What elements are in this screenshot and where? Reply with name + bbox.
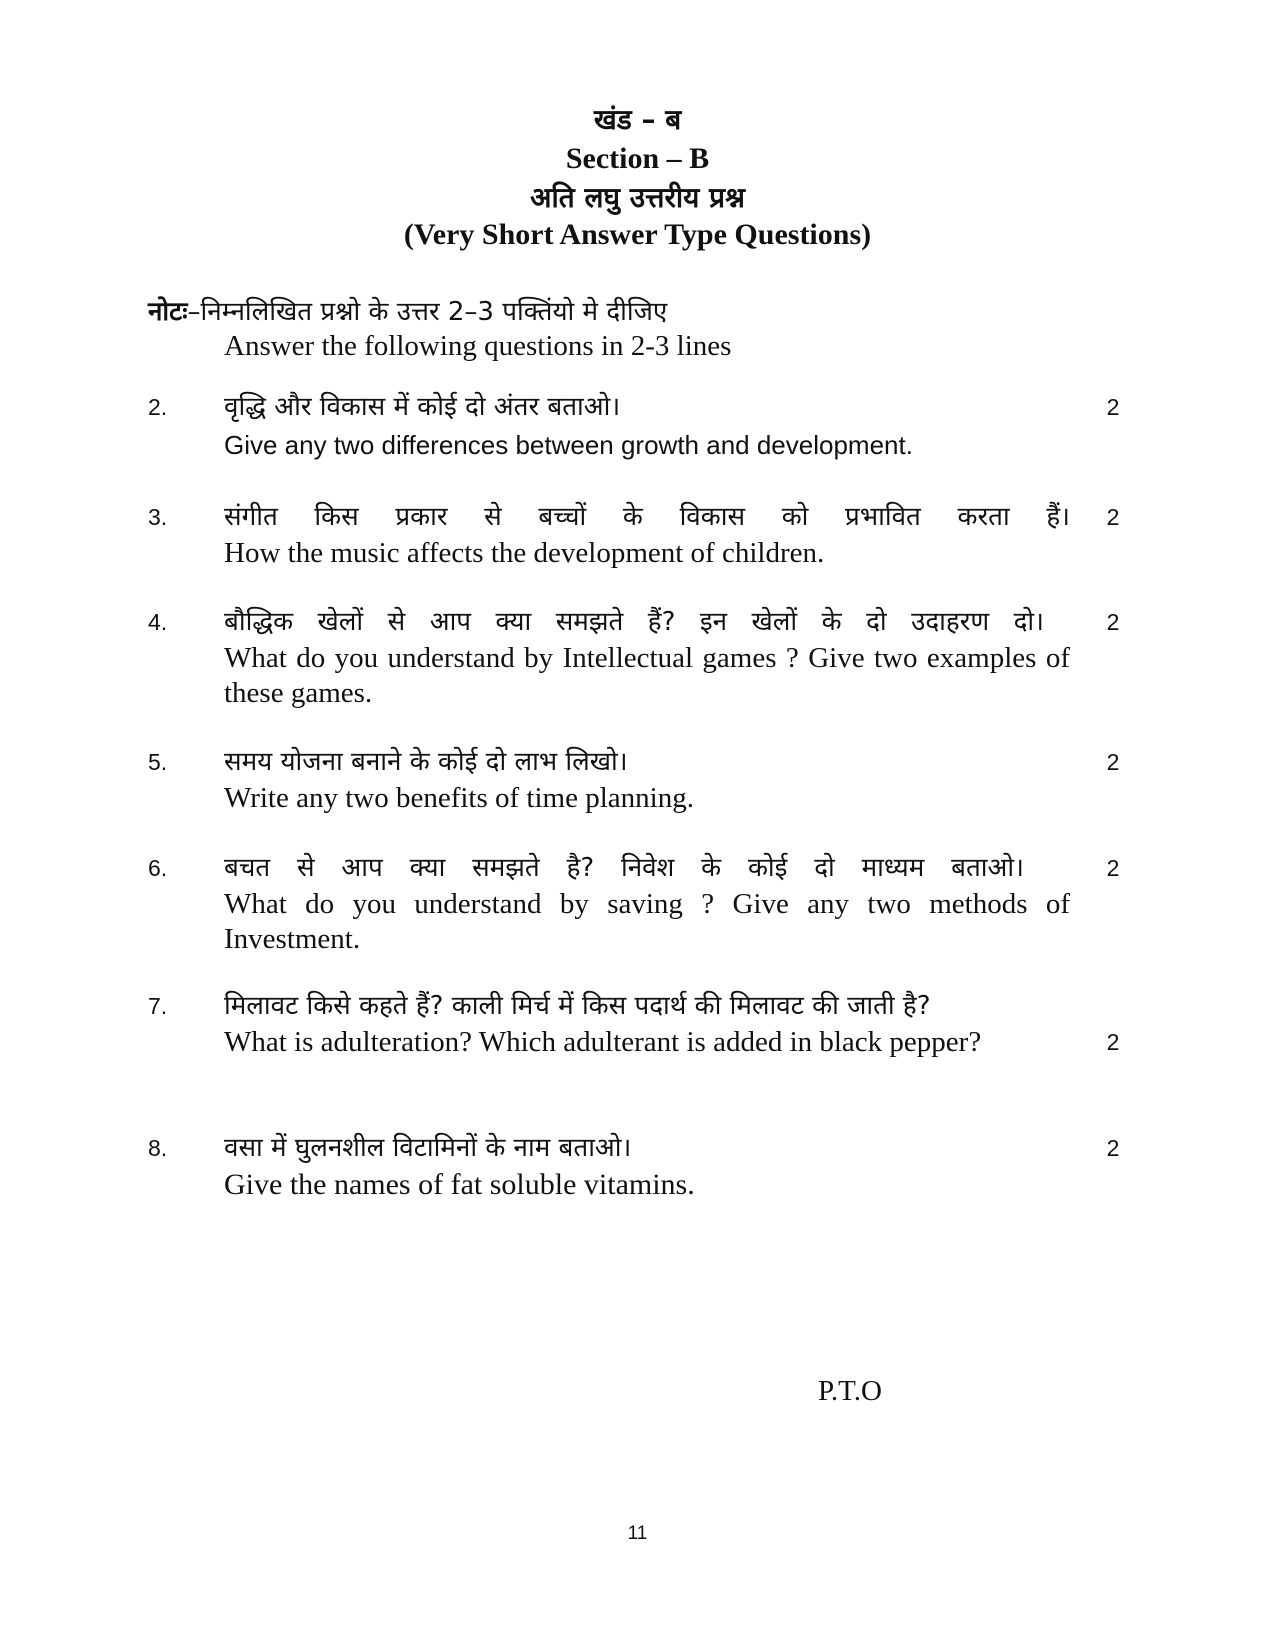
question-english: What do you understand by Intellectual games ? Give two examples of these games. xyxy=(224,642,1070,709)
question-type-english: (Very Short Answer Type Questions) xyxy=(403,218,872,251)
question-number: 2. xyxy=(148,394,168,420)
question-body xyxy=(224,987,1070,1060)
question-number: 4. xyxy=(148,609,168,635)
question-english: Give the names of fat soluble vitamins. xyxy=(224,1168,695,1201)
question-body xyxy=(224,849,1024,887)
question-hindi: संगीत किस प्रकार से बच्चों के विकास को प्रभावित करता हैं। xyxy=(224,502,1070,532)
question-english: Give any two differences between growth and development. xyxy=(224,430,913,460)
question-number: 7. xyxy=(148,993,168,1019)
please-turn-over: P.T.O xyxy=(818,1375,882,1407)
question-marks: 2 xyxy=(1106,1029,1120,1055)
question-body-english xyxy=(224,641,1070,711)
question-hindi: बौद्धिक खेलों से आप क्या समझते हैं? इन खेलों के दो उदाहरण दो। xyxy=(224,607,1044,637)
note-english-text: Answer the following questions in 2-3 lines xyxy=(224,330,732,362)
question-marks: 2 xyxy=(1106,609,1120,635)
page-number: 11 xyxy=(627,1523,648,1544)
question-hindi: समय योजना बनाने के कोई दो लाभ लिखो। xyxy=(224,747,628,777)
question-hindi: मिलावट किसे कहते हैं? काली मिर्च में किस पदार्थ की मिलावट की जाती है? xyxy=(224,991,931,1021)
question-english: Write any two benefits of time planning. xyxy=(224,782,694,814)
question-number: 5. xyxy=(148,749,168,775)
question-body xyxy=(224,498,1070,571)
question-type-hindi: अति लघु उत्तरीय प्रश्न xyxy=(530,181,745,214)
question-number: 8. xyxy=(148,1135,168,1161)
question-hindi: वृद्धि और विकास में कोई दो अंतर बताओ। xyxy=(224,392,621,422)
question-marks: 2 xyxy=(1106,394,1120,420)
instruction-note xyxy=(148,292,1128,328)
question-number: 3. xyxy=(148,504,168,530)
question-marks: 2 xyxy=(1106,504,1120,530)
question-marks: 2 xyxy=(1106,749,1120,775)
note-hindi-text: निम्नलिखित प्रश्नो के उत्तर 2–3 पक्तिंयो मे दीजिए xyxy=(200,297,668,327)
question-english: What is adulteration? Which adulterant is added in black pepper? xyxy=(224,1026,982,1058)
question-marks: 2 xyxy=(1106,1135,1120,1161)
question-number: 6. xyxy=(148,855,168,881)
question-body-english xyxy=(224,887,1070,957)
section-title-hindi: खंड – ब xyxy=(593,103,682,136)
section-title-english: Section – B xyxy=(565,142,710,175)
question-hindi: बचत से आप क्या समझते है? निवेश के कोई दो माध्यम बताओ। xyxy=(224,853,1024,883)
question-body xyxy=(224,1129,1070,1202)
question-marks: 2 xyxy=(1106,855,1120,881)
question-body xyxy=(224,388,1070,464)
note-label: नोटः xyxy=(148,297,188,327)
question-english: What do you understand by saving ? Give any two methods of Investment. xyxy=(224,888,1070,955)
note-dash: – xyxy=(187,297,201,327)
question-body xyxy=(224,603,1044,641)
question-hindi: वसा में घुलनशील विटामिनों के नाम बताओ। xyxy=(224,1133,632,1163)
question-english: How the music affects the development of children. xyxy=(224,537,825,569)
question-body xyxy=(224,743,1070,816)
